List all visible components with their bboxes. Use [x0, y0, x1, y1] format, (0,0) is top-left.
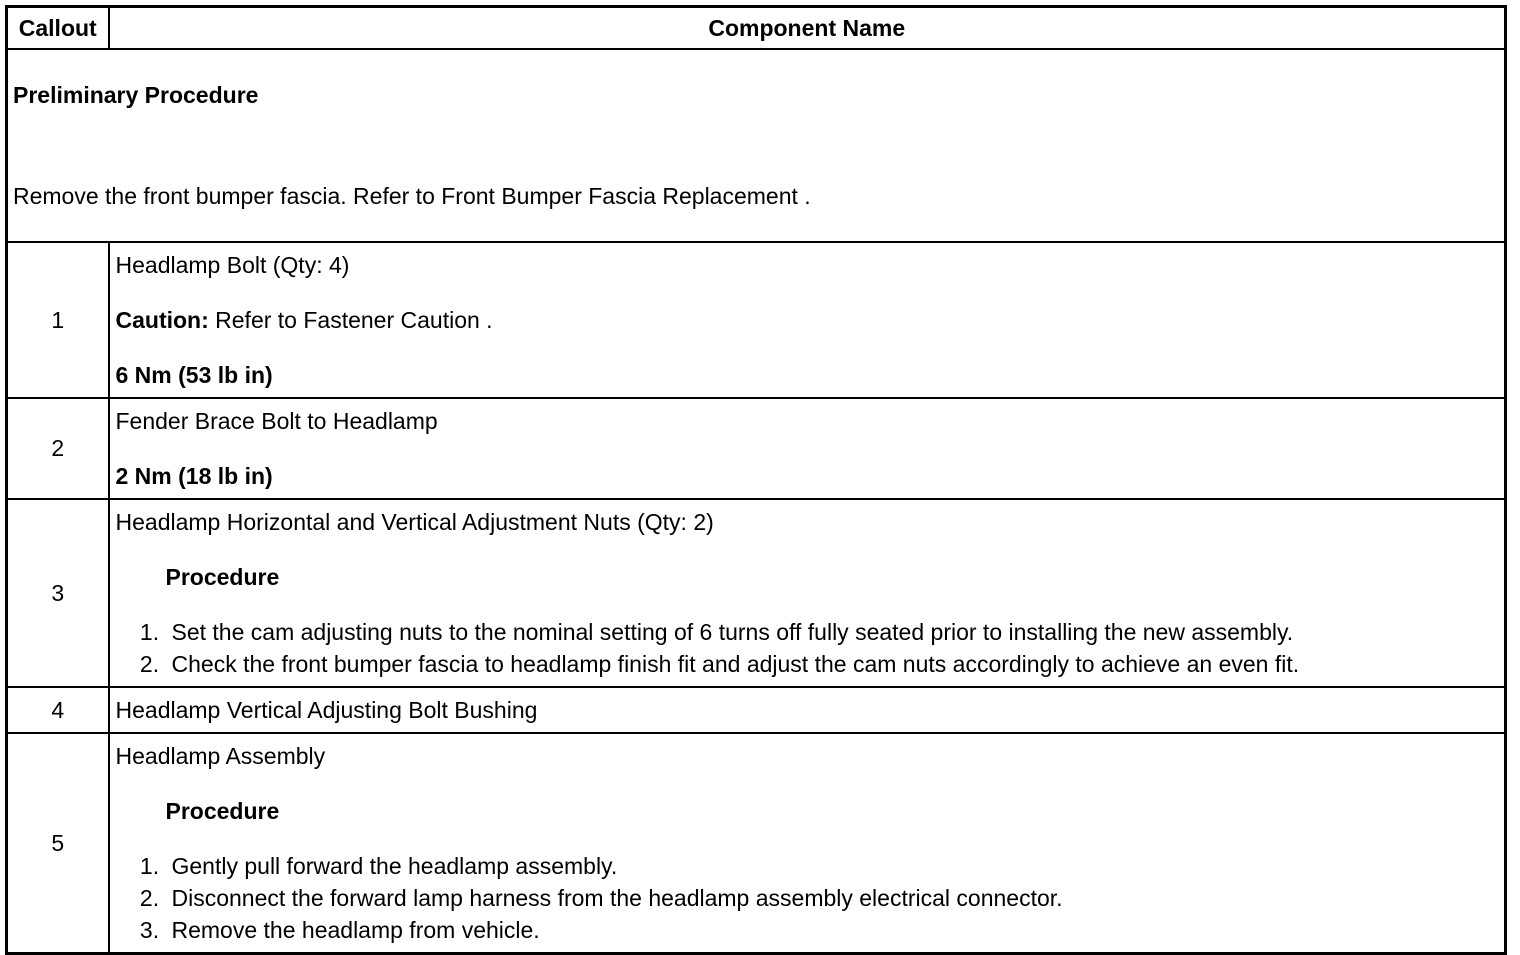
table-row: [7, 499, 1506, 687]
callout-number: 4: [7, 687, 109, 733]
preliminary-title: Preliminary Procedure: [13, 82, 259, 108]
table-row: [7, 242, 1506, 398]
procedure-table-container: [5, 5, 1507, 943]
component-cell: [109, 499, 1506, 687]
component-name: Headlamp Vertical Adjusting Bolt Bushing: [115, 697, 538, 723]
caution-text: Refer to Fastener Caution .: [208, 307, 493, 333]
procedure-table: [5, 5, 1507, 955]
component-cell: [109, 733, 1506, 954]
component-cell: [109, 242, 1506, 398]
component-cell: [109, 687, 1506, 733]
component-cell: [109, 398, 1506, 499]
procedure-step: 1. Gently pull forward the headlamp assembly.: [166, 850, 1499, 882]
callout-number: 2: [7, 398, 109, 499]
component-column-header: Component Name: [109, 7, 1506, 50]
component-name: Headlamp Horizontal and Vertical Adjustment Nuts (Qty: 2): [115, 509, 714, 535]
table-row: [7, 733, 1506, 954]
table-row: [7, 398, 1506, 499]
callout-column-header: Callout: [7, 7, 109, 50]
procedure-step: 1. Set the cam adjusting nuts to the nominal setting of 6 turns off fully seated prior to installing the new assembly.: [166, 616, 1499, 648]
procedure-title: Procedure: [165, 564, 280, 590]
preliminary-cell: [7, 49, 1506, 242]
torque-spec: 6 Nm (53 lb in): [115, 362, 273, 388]
torque-spec: 2 Nm (18 lb in): [115, 463, 273, 489]
procedure-step: 3. Remove the headlamp from vehicle.: [166, 914, 1499, 946]
procedure-steps: [116, 616, 1499, 680]
callout-number: 5: [7, 733, 109, 954]
component-name: Headlamp Bolt (Qty: 4): [115, 252, 350, 278]
table-row: [7, 687, 1506, 733]
procedure-step: 2. Check the front bumper fascia to headlamp finish fit and adjust the cam nuts accordingly to achieve an even fit.: [166, 648, 1499, 680]
callout-number: 1: [7, 242, 109, 398]
component-name: Headlamp Assembly: [115, 743, 326, 769]
callout-number: 3: [7, 499, 109, 687]
table-header-row: [7, 7, 1506, 50]
component-name: Fender Brace Bolt to Headlamp: [115, 408, 438, 434]
procedure-step: 2. Disconnect the forward lamp harness from the headlamp assembly electrical connector.: [166, 882, 1499, 914]
procedure-title: Procedure: [165, 798, 280, 824]
procedure-steps: [116, 850, 1499, 946]
caution-line: [116, 304, 1499, 336]
preliminary-row: [7, 49, 1506, 242]
preliminary-text: Remove the front bumper fascia. Refer to Front Bumper Fascia Replacement .: [13, 183, 811, 209]
caution-label: Caution:: [115, 307, 209, 333]
